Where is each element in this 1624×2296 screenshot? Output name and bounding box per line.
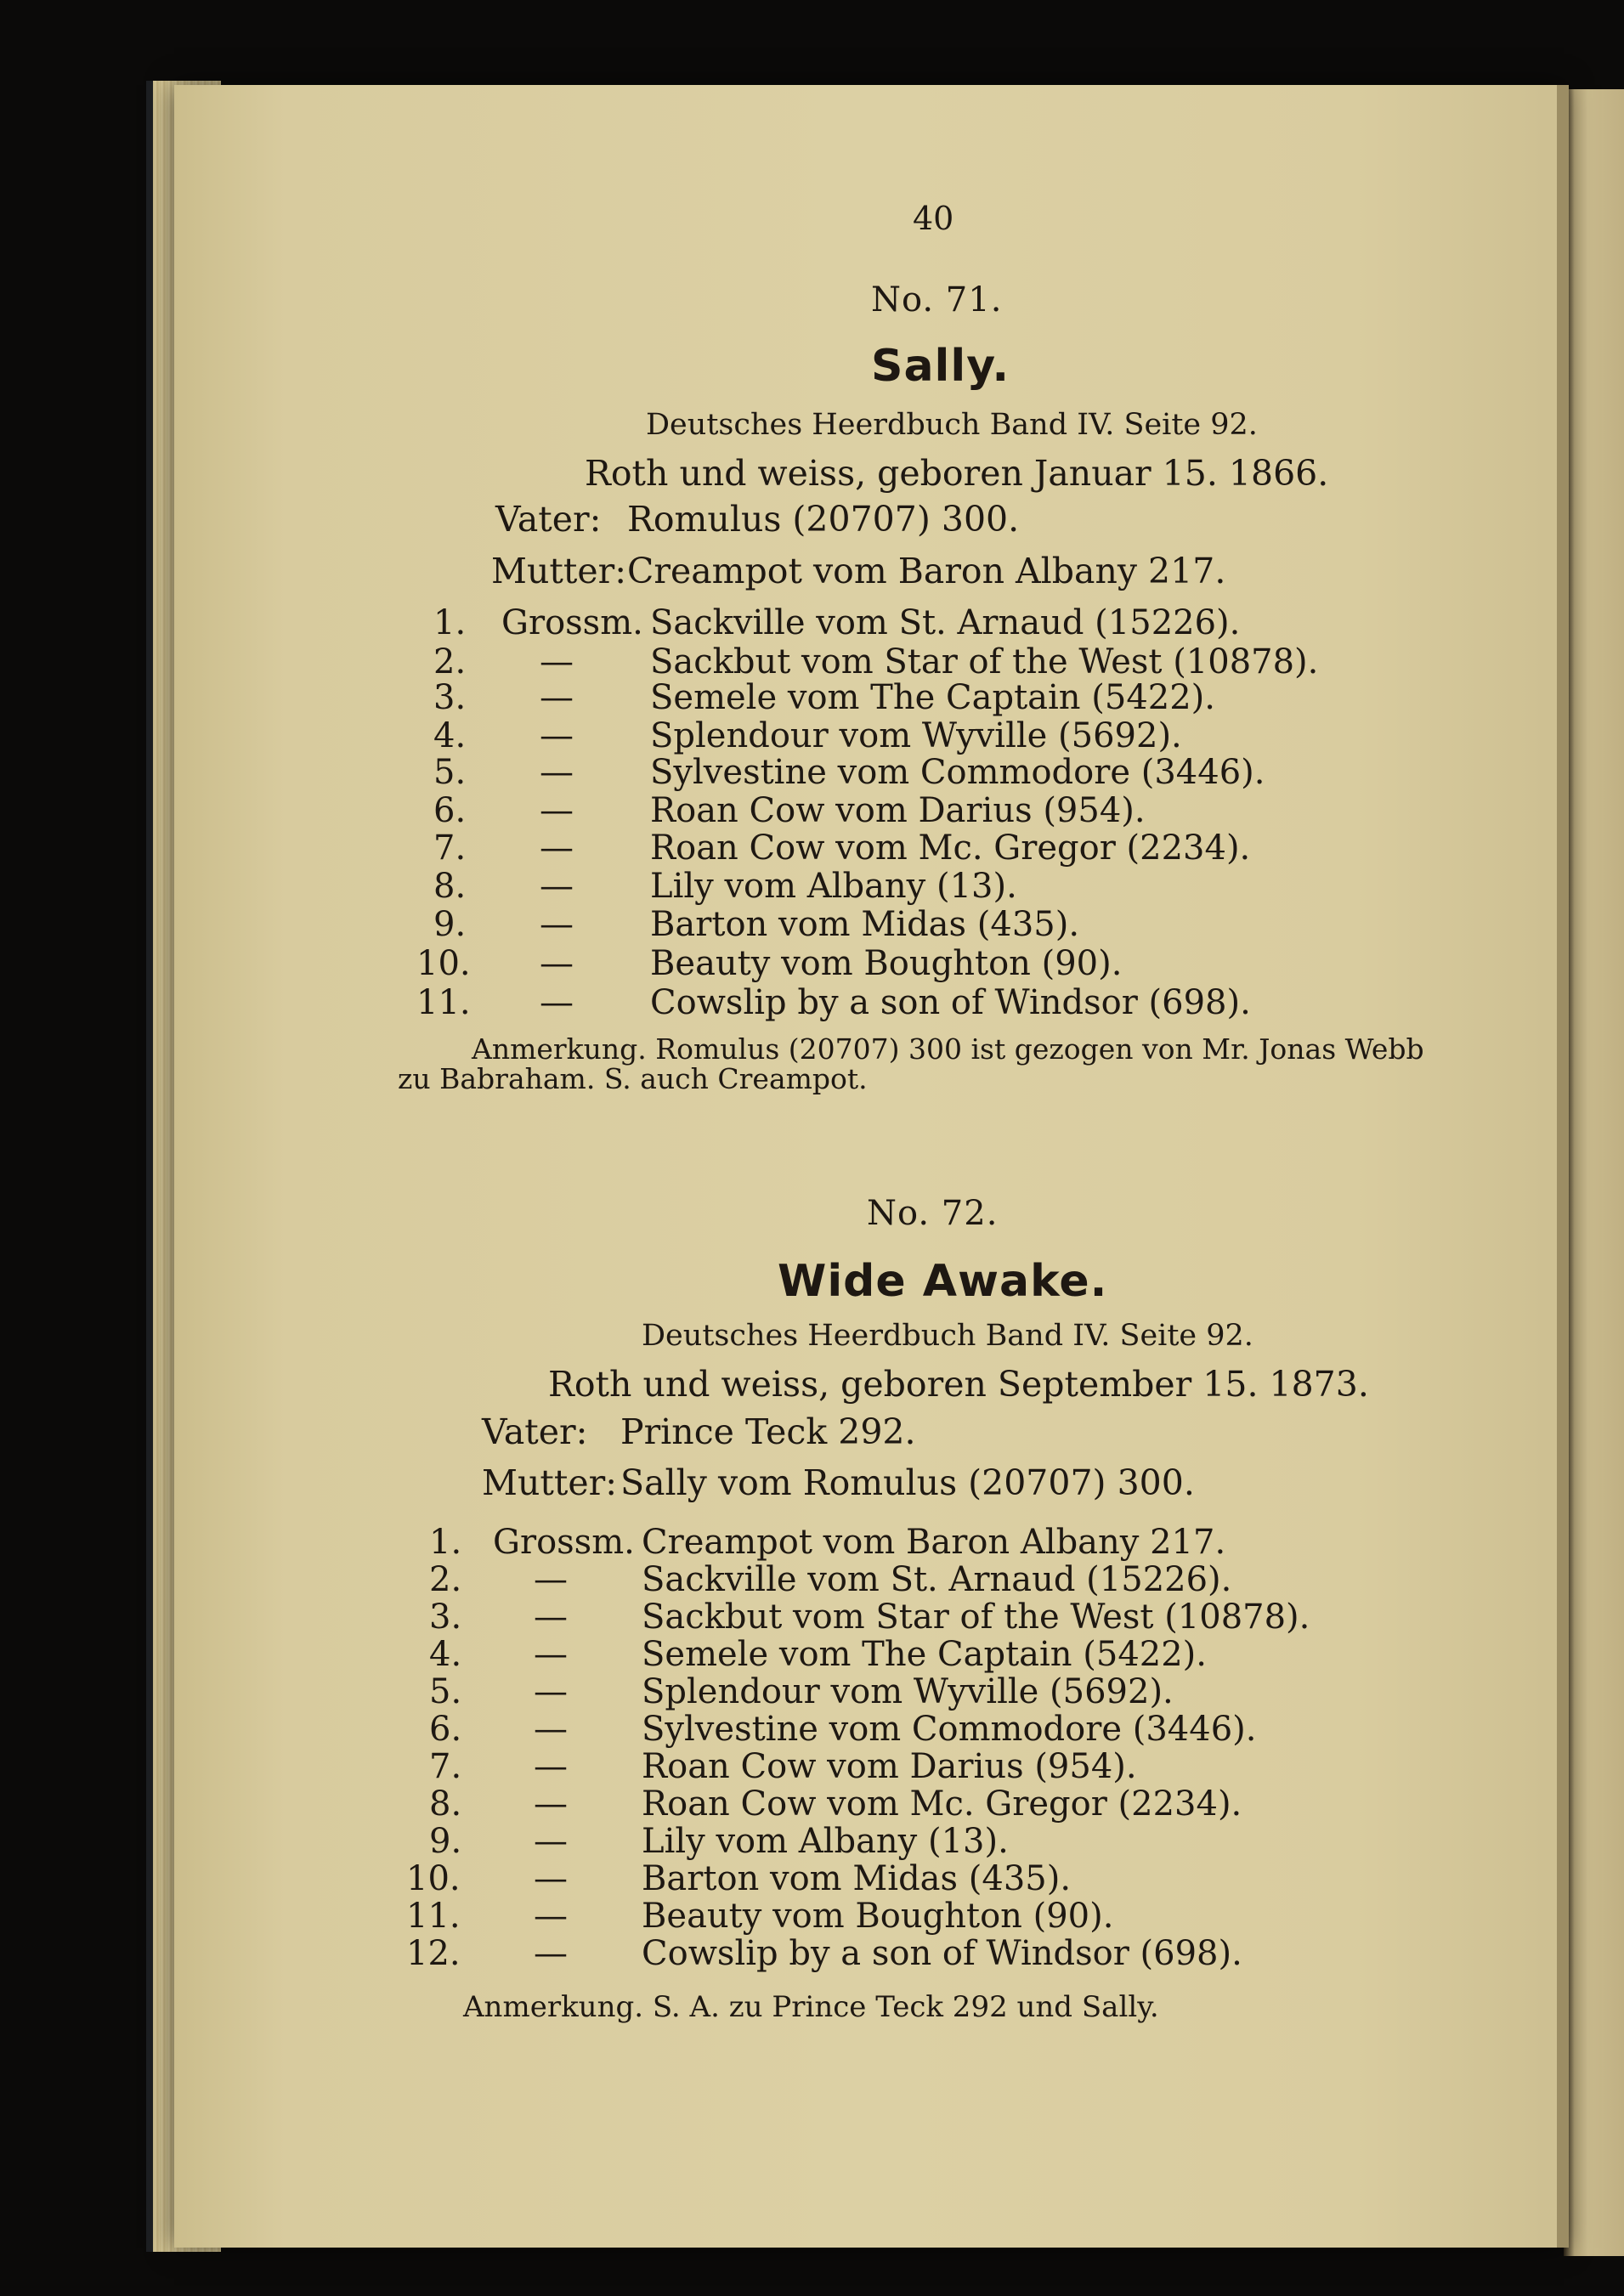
pedigree-entry: Sackville vom St. Arnaud (15226). (642, 1560, 1232, 1599)
pedigree-entry: Sylvestine vom Commodore (3446). (650, 753, 1265, 792)
pedigree-entry: Sylvestine vom Commodore (3446). (642, 1710, 1257, 1749)
pedigree-entry: Lily vom Albany (13). (642, 1822, 1009, 1861)
pedigree-entry: Roan Cow vom Darius (954). (642, 1747, 1137, 1786)
pedigree-entry: Cowslip by a son of Windsor (698). (650, 983, 1251, 1022)
pedigree-num: 12. (406, 1934, 461, 1973)
pedigree-num: 11. (416, 983, 471, 1022)
pedigree-num: 2. (433, 642, 467, 681)
herdbook-ref: Deutsches Heerdbuch Band IV. Seite 92. (642, 1319, 1253, 1353)
pedigree-entry: Beauty vom Boughton (90). (650, 944, 1123, 983)
pedigree-entry: Beauty vom Boughton (90). (642, 1897, 1114, 1936)
pedigree-mark: — (534, 1598, 568, 1637)
pedigree-entry: Splendour vom Wyville (5692). (642, 1672, 1174, 1711)
pedigree-entry: Sackbut vom Star of the West (10878). (642, 1598, 1310, 1637)
pedigree-mark: — (534, 1710, 568, 1749)
pedigree-mark: — (534, 1897, 568, 1936)
dam-value: Creampot vom Baron Albany 217. (627, 551, 1226, 591)
sire-label: Vater: (482, 1411, 588, 1452)
pedigree-mark: — (534, 1747, 568, 1786)
pedigree-num: 5. (433, 753, 467, 792)
pedigree-entry: Sackbut vom Star of the West (10878). (650, 642, 1319, 681)
pedigree-num: 7. (429, 1747, 462, 1786)
annotation-line: Anmerkung. S. A. zu Prince Teck 292 und Sally. (463, 1990, 1159, 2024)
pedigree-num: 4. (429, 1635, 462, 1674)
pedigree-mark: Grossm. (501, 603, 643, 642)
pedigree-entry: Cowslip by a son of Windsor (698). (642, 1934, 1242, 1973)
pedigree-mark: — (540, 828, 574, 868)
entry-number: No. 71. (871, 280, 1003, 320)
pedigree-mark: — (540, 791, 574, 830)
entry-name: Wide Awake. (778, 1256, 1108, 1307)
entry-number: No. 72. (867, 1194, 999, 1233)
color-birth: Roth und weiss, geboren September 15. 1873. (548, 1364, 1369, 1405)
pedigree-num: 3. (433, 678, 467, 717)
pedigree-entry: Semele vom The Captain (5422). (650, 678, 1215, 717)
page-gutter (1557, 85, 1569, 2248)
herdbook-ref: Deutsches Heerdbuch Band IV. Seite 92. (646, 408, 1258, 442)
pedigree-entry: Lily vom Albany (13). (650, 867, 1017, 906)
pedigree-mark: — (534, 1635, 568, 1674)
pedigree-num: 1. (429, 1523, 462, 1562)
pedigree-num: 9. (433, 905, 467, 944)
pedigree-entry: Creampot vom Baron Albany 217. (642, 1523, 1226, 1562)
pedigree-entry: Barton vom Midas (435). (642, 1859, 1072, 1898)
pedigree-entry: Splendour vom Wyville (5692). (650, 716, 1182, 755)
pedigree-num: 5. (429, 1672, 462, 1711)
pedigree-entry: Barton vom Midas (435). (650, 905, 1080, 944)
annotation-line: Anmerkung. Romulus (20707) 300 ist gezogen von Mr. Jonas Webb (472, 1032, 1424, 1066)
pedigree-entry: Sackville vom St. Arnaud (15226). (650, 603, 1241, 642)
pedigree-mark: — (540, 642, 574, 681)
pedigree-num: 10. (406, 1859, 461, 1898)
pedigree-mark: — (534, 1859, 568, 1898)
pedigree-num: 3. (429, 1598, 462, 1637)
pedigree-entry: Roan Cow vom Mc. Gregor (2234). (650, 828, 1251, 868)
dam-label: Mutter: (491, 551, 627, 591)
entry-name: Sally. (871, 341, 1010, 392)
annotation-line: zu Babraham. S. auch Creampot. (398, 1062, 868, 1095)
pedigree-num: 7. (433, 828, 467, 868)
pedigree-num: 11. (406, 1897, 461, 1936)
pedigree-num: 8. (433, 867, 467, 906)
sire-label: Vater: (495, 499, 602, 540)
pedigree-mark: — (540, 867, 574, 906)
pedigree-num: 6. (433, 791, 467, 830)
pedigree-entry: Roan Cow vom Mc. Gregor (2234). (642, 1784, 1242, 1824)
pedigree-mark: — (540, 905, 574, 944)
pedigree-mark: — (534, 1784, 568, 1824)
next-page-edge (1564, 89, 1624, 2256)
dam-value: Sally vom Romulus (20707) 300. (620, 1462, 1195, 1503)
pedigree-num: 2. (429, 1560, 462, 1599)
pedigree-mark: — (540, 753, 574, 792)
pedigree-mark: — (534, 1822, 568, 1861)
pedigree-entry: Roan Cow vom Darius (954). (650, 791, 1146, 830)
pedigree-num: 9. (429, 1822, 462, 1861)
pedigree-num: 6. (429, 1710, 462, 1749)
pedigree-entry: Semele vom The Captain (5422). (642, 1635, 1207, 1674)
pedigree-mark: — (540, 678, 574, 717)
page-number: 40 (913, 200, 954, 237)
pedigree-mark: — (540, 983, 574, 1022)
pedigree-mark: — (540, 716, 574, 755)
sire-value: Prince Teck 292. (620, 1411, 916, 1452)
pedigree-num: 10. (416, 944, 471, 983)
pedigree-mark: — (540, 944, 574, 983)
pedigree-mark: — (534, 1934, 568, 1973)
pedigree-mark: Grossm. (493, 1523, 635, 1562)
pedigree-mark: — (534, 1560, 568, 1599)
dam-label: Mutter: (482, 1462, 618, 1503)
pedigree-num: 8. (429, 1784, 462, 1824)
pedigree-num: 4. (433, 716, 467, 755)
color-birth: Roth und weiss, geboren Januar 15. 1866. (585, 453, 1329, 494)
sire-value: Romulus (20707) 300. (627, 499, 1020, 540)
pedigree-num: 1. (433, 603, 467, 642)
pedigree-mark: — (534, 1672, 568, 1711)
